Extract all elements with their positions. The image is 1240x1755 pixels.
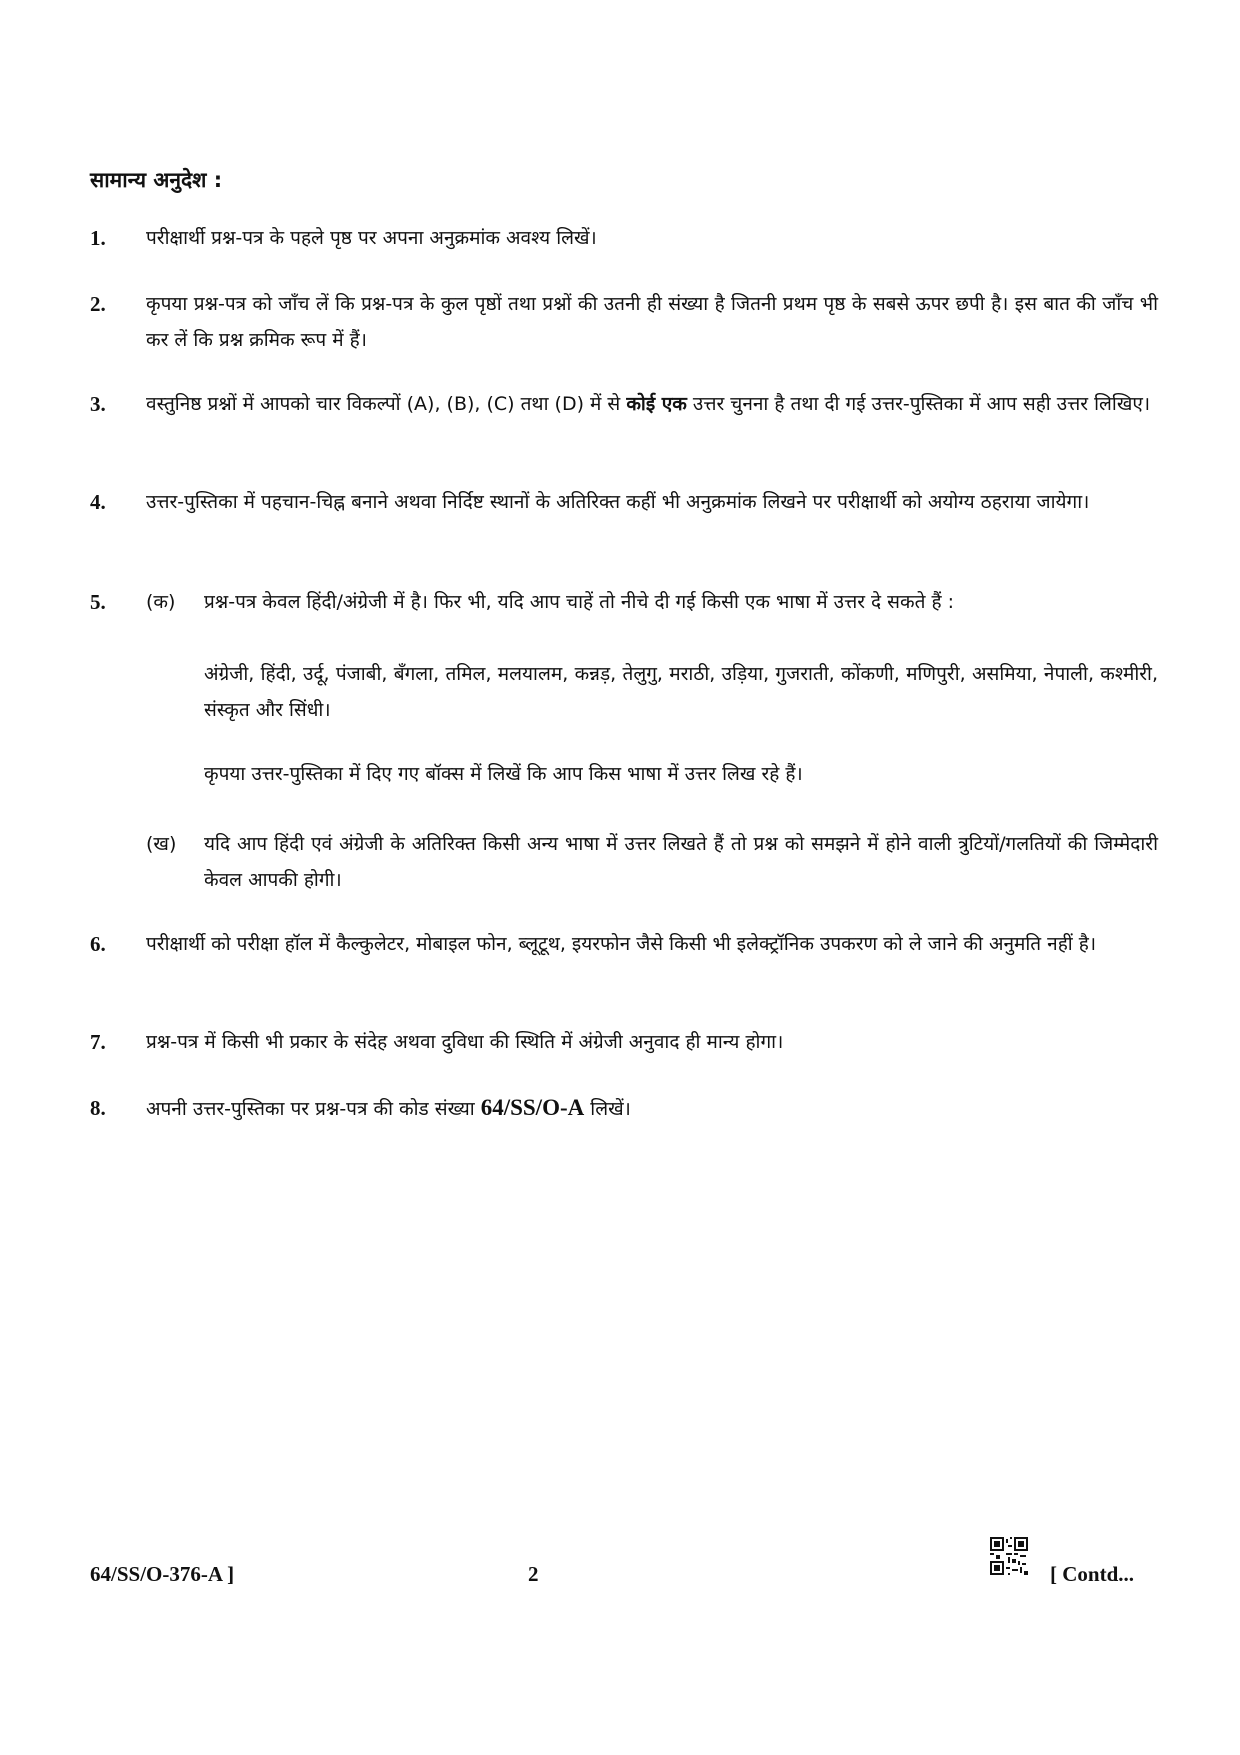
item-number: 8. [90,1096,106,1120]
instruction-item-4 [90,484,1158,520]
instruction-item-3 [90,386,1158,422]
item-text: वस्तुनिष्ठ प्रश्नों में आपको चार विकल्पों (A), (B), (C) तथा (D) में से कोई एक उत्तर चुनना है तथा दी गई उत्तर-पुस्तिका में आप सही उत्तर लिखिए। [146,393,1151,415]
footer-paper-code: 64/SS/O-376-A ] [90,1562,235,1586]
language-list: अंग्रेजी, हिंदी, उर्दू, पंजाबी, बँगला, तमिल, मलयालम, कन्नड़, तेलुगु, मराठी, उड़िया, गुजराती, कोंकणी, मणिपुरी, असमिया, नेपाली, कश्मीरी, संस्कृत और सिंधी। [204,663,1158,721]
sub-item-label: (ख) [146,833,177,855]
language-box-note: कृपया उत्तर-पुस्तिका में दिए गए बॉक्स में लिखें कि आप किस भाषा में उत्तर लिख रहे हैं। [204,763,803,785]
instruction-item-7 [90,1024,1158,1060]
item-text: परीक्षार्थी प्रश्न-पत्र के पहले पृष्ठ पर अपना अनुक्रमांक अवश्य लिखें। [146,227,597,249]
item-text: परीक्षार्थी को परीक्षा हॉल में कैल्कुलेटर, मोबाइल फोन, ब्लूटूथ, इयरफोन जैसे किसी भी इलेक्ट्रॉनिक उपकरण को ले जाने की अनुमति नहीं है। [146,933,1097,955]
item-number: 3. [90,392,106,416]
item-number: 6. [90,932,106,956]
item-text: उत्तर-पुस्तिका में पहचान-चिह्न बनाने अथवा निर्दिष्ट स्थानों के अतिरिक्त कहीं भी अनुक्रमांक लिखने पर परीक्षार्थी को अयोग्य ठहराया जायेगा। [146,491,1090,513]
item-number: 2. [90,292,106,316]
item-text: अपनी उत्तर-पुस्तिका पर प्रश्न-पत्र की कोड संख्या 64/SS/O-A लिखें। [146,1095,631,1120]
sub-item-label: (क) [146,591,176,613]
page-number: 2 [528,1562,539,1586]
instruction-item-2 [90,286,1158,358]
sub-item-ka [146,584,1158,620]
continued-label: [ Contd... [1050,1562,1135,1586]
qr-code-icon [990,1537,1028,1575]
item-number: 1. [90,226,106,250]
sub-item-kha [146,826,1158,898]
item-number: 7. [90,1030,106,1054]
item-number: 5. [90,590,106,614]
emphasis-text: कोई एक [626,393,687,415]
instruction-item-1 [90,220,1158,256]
sub-item-text: यदि आप हिंदी एवं अंग्रेजी के अतिरिक्त किसी अन्य भाषा में उत्तर लिखते हैं तो प्रश्न को समझने में होने वाली त्रुटियों/गलतियों की जिम्मेदारी केवल आपकी होगी। [204,833,1158,891]
instruction-item-8 [90,1090,1158,1127]
paper-code: 64/SS/O-A [480,1095,585,1120]
page-heading: सामान्य अनुदेश : [90,168,223,192]
sub-item-text: प्रश्न-पत्र केवल हिंदी/अंग्रेजी में है। फिर भी, यदि आप चाहें तो नीचे दी गई किसी एक भाषा में उत्तर दे सकते हैं : [204,591,954,613]
item-number: 4. [90,490,106,514]
instruction-item-6 [90,926,1158,962]
item-text: कृपया प्रश्न-पत्र को जाँच लें कि प्रश्न-पत्र के कुल पृष्ठों तथा प्रश्नों की उतनी ही संख्या है जितनी प्रथम पृष्ठ के सबसे ऊपर छपी है। इस बात की जाँच भी कर लें कि प्रश्न क्रमिक रूप में हैं। [146,293,1158,351]
item-text: प्रश्न-पत्र में किसी भी प्रकार के संदेह अथवा दुविधा की स्थिति में अंग्रेजी अनुवाद ही मान्य होगा। [146,1031,784,1053]
